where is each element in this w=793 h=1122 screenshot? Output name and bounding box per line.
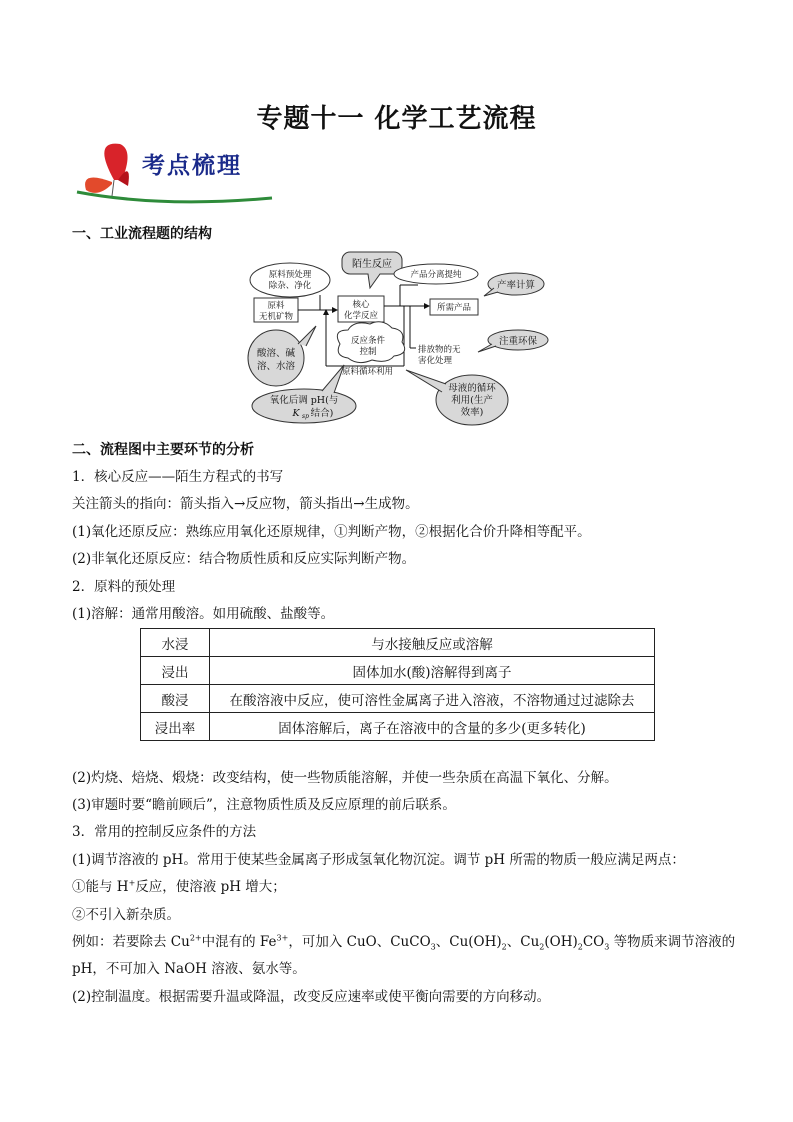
dissolve-line2: 溶、水溶 [256, 361, 296, 372]
s1-para2: (1)氧化还原反应：熟练应用氧化还原规律，①判断产物，②根据化合价升降相等配平。 [72, 524, 591, 540]
s3-para4-f: (OH) [544, 934, 578, 950]
pretreat-line2: 除杂、净化 [268, 281, 312, 291]
s2-title: 2．原料的预处理 [72, 579, 176, 595]
ksp-symbol: K [292, 408, 300, 419]
table-value: 在酸溶液中反应，使可溶性金属离子进入溶液，不溶物通过过滤除去 [210, 685, 655, 713]
table-value: 固体溶解后，离子在溶液中的含量的多少(更多转化) [210, 713, 655, 741]
table-row [141, 713, 655, 741]
s3-para4-h: 等物质来调节溶液的 [609, 934, 736, 950]
mother-line3: 效率) [460, 407, 484, 418]
table-value: 固体加水(酸)溶解得到离子 [210, 657, 655, 685]
s2-para2: (2)灼烧、焙烧、煅烧：改变结构，使一些物质能溶解，并使一些杂质在高温下氧化、分解。 [72, 770, 618, 786]
pretreat-line1: 原料预处理 [268, 270, 312, 280]
s3-para3: ②不引入新杂质。 [72, 907, 180, 923]
discharge-line2: 害化处理 [418, 356, 453, 366]
yield-label: 产率计算 [496, 280, 536, 291]
s3-para2-sup: + [128, 878, 136, 888]
core-line2: 化学反应 [343, 311, 379, 321]
s3-para4-g: CO [582, 934, 605, 950]
table-key: 浸出 [141, 657, 210, 685]
s3-para4-c: ，可加入 CuO、CuCO [288, 934, 431, 950]
s3-para4-sub2: 2 [501, 942, 507, 952]
strange-reaction-label: 陌生反应 [352, 259, 392, 270]
table-row [141, 629, 655, 657]
oxidize-line1: 氧化后调 pH(与 [269, 395, 339, 406]
table-key: 水浸 [141, 629, 210, 657]
s3-para4-sub1: 3 [430, 942, 436, 952]
s3-para4-sub5: 3 [604, 942, 610, 952]
ksp-subscript: sp [302, 413, 309, 420]
env-label: 注重环保 [498, 336, 538, 347]
s2-para3: (3)审题时要“瞻前顾后”，注意物质性质及反应原理的前后联系。 [72, 797, 456, 813]
table-row [141, 657, 655, 685]
discharge-line1: 排放物的无 [418, 345, 461, 355]
condition-line1: 反应条件 [350, 336, 386, 346]
table-row [141, 685, 655, 713]
s3-para4-sup2: 3+ [276, 933, 289, 943]
s1-title: 1．核心反应——陌生方程式的书写 [72, 469, 284, 485]
mother-line2: 利用(生产 [451, 395, 493, 406]
s3-para4-sub3: 2 [539, 942, 545, 952]
leaching-table [140, 628, 655, 741]
s3-para2-a: ①能与 H [72, 879, 129, 895]
s3-para1: (1)调节溶液的 pH。常用于使某些金属离子形成氢氧化物沉淀。调节 pH 所需的物质一般应满足两点： [72, 852, 685, 868]
raw-line1: 原料 [267, 301, 285, 311]
s3-para4-d: 、Cu(OH) [435, 934, 502, 950]
condition-line2: 控制 [359, 347, 377, 357]
recycle-label: 原料循环利用 [342, 367, 394, 377]
pretreat-bubble [250, 263, 330, 297]
s3-title: 3．常用的控制反应条件的方法 [72, 824, 257, 840]
strange-reaction-bubble [342, 252, 402, 288]
s3-para4 [72, 930, 735, 952]
s3-para4-e: 、Cu [506, 934, 540, 950]
s3-para2 [72, 875, 286, 895]
product-label: 所需产品 [436, 303, 472, 313]
s3-para5: pH，不可加入 NaOH 溶液、氨水等。 [72, 961, 306, 977]
core-line1: 核心 [352, 300, 370, 310]
oxidize-line2: 结合) [310, 408, 334, 419]
table-key: 浸出率 [141, 713, 210, 741]
section2-heading: 二、流程图中主要环节的分析 [72, 442, 254, 458]
dissolve-line1: 酸溶、碱 [256, 348, 296, 359]
s3-para6: (2)控制温度。根据需要升温或降温，改变反应速率或使平衡向需要的方向移动。 [72, 989, 551, 1005]
s3-para4-sup1: 2+ [189, 933, 202, 943]
section1-heading: 一、工业流程题的结构 [72, 226, 212, 242]
raw-line2: 无机矿物 [258, 312, 294, 322]
separate-label: 产品分离提纯 [410, 270, 462, 280]
s3-para4-b: 中混有的 Fe [201, 934, 277, 950]
s3-para4-sub4: 2 [577, 942, 583, 952]
s2-para1: (1)溶解：通常用酸溶。如用硫酸、盐酸等。 [72, 606, 335, 622]
mother-line1: 母液的循环 [448, 383, 496, 394]
table-value: 与水接触反应或溶解 [210, 629, 655, 657]
table-key: 酸浸 [141, 685, 210, 713]
s3-para4-a: 例如：若要除去 Cu [72, 934, 190, 950]
s3-para2-b: 反应，使溶液 pH 增大； [135, 879, 286, 895]
page-title: 专题十一 化学工艺流程 [256, 104, 537, 134]
flow-structure-diagram [240, 248, 560, 430]
banner-label: 考点梳理 [142, 152, 242, 179]
s1-para1: 关注箭头的指向：箭头指入→反应物，箭头指出→生成物。 [72, 496, 419, 512]
s1-para3: (2)非氧化还原反应：结合物质性质和反应实际判断产物。 [72, 551, 416, 567]
